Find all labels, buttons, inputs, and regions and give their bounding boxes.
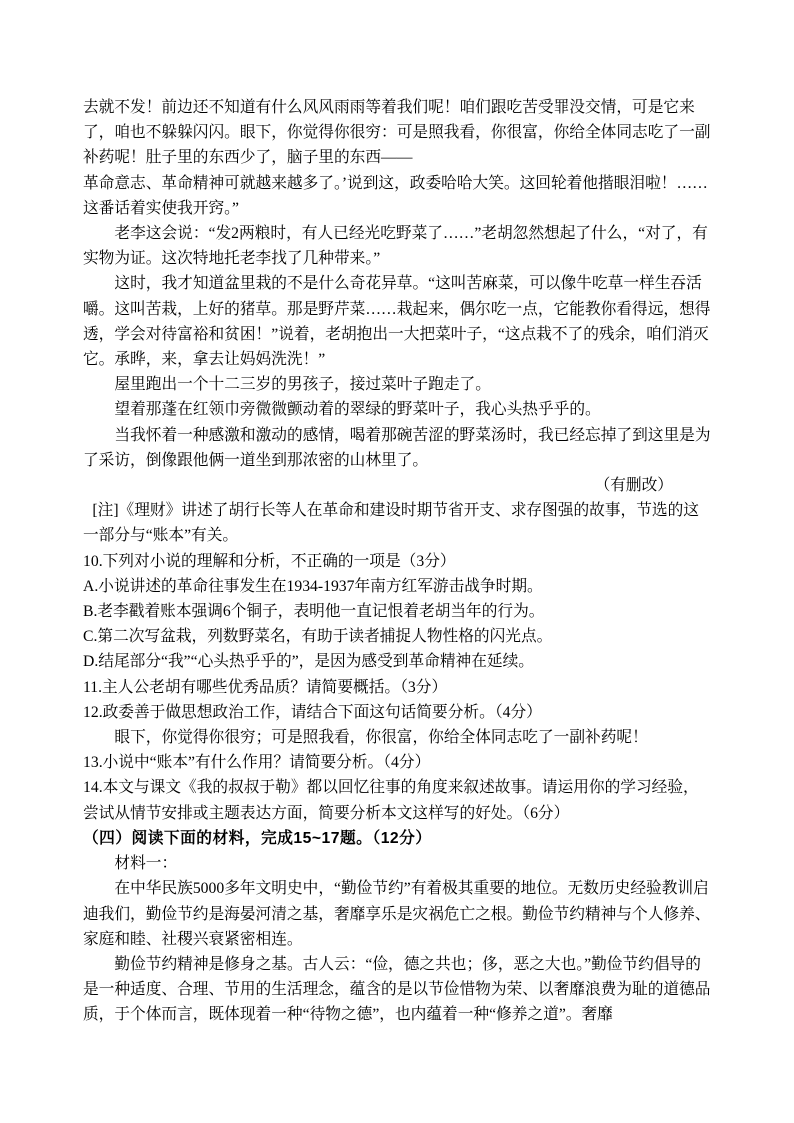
story-paragraph: 当我怀着一种感激和激动的感情，喝着那碗苦涩的野菜汤时，我已经忘掉了到这里是为了采访，倒像跟他俩一道坐到那浓密的山林里了。 — [83, 426, 711, 469]
question-12-stem: 12.政委善于做思想政治工作，请结合下面这句话简要分析。（4分） — [83, 703, 542, 721]
section-4-heading: （四）阅读下面的材料，完成15~17题。（12分） — [83, 829, 432, 847]
question-11: 11.主人公老胡有哪些优秀品质？请简要概括。（3分） — [83, 678, 448, 696]
story-paragraph: 望着那蓬在红领巾旁微微颤动着的翠绿的野菜叶子，我心头热乎乎的。 — [114, 401, 601, 419]
source-note: [注]《理财》讲述了胡行长等人在革命和建设时期节省开支、求存图强的故事，节选的这一部分与“账本”有关。 — [83, 502, 699, 545]
question-10-option-a: A.小说讲述的革命往事发生在1934-1937年南方红军游击战争时期。 — [83, 577, 543, 595]
question-14: 14.本文与课文《我的叔叔于勒》都以回忆往事的角度来叙述故事。请运用你的学习经验，尝试从情节安排或主题表达方面，简要分析本文这样写的好处。（6分） — [83, 779, 699, 822]
story-paragraph: 老李这会说：“发2两粮时，有人已经光吃野菜了……”老胡忽然想起了什么，“对了，有实物为证。这次特地托老李找了几种带来。” — [83, 225, 708, 268]
question-10-option-b: B.老李戳着账本强调6个铜子，表明他一直记恨着老胡当年的行为。 — [83, 603, 545, 621]
material-1-paragraph: 在中华民族5000多年文明史中，“勤俭节约”有着极其重要的地位。无数历史经验教训启迪我们，勤俭节约是海晏河清之基，奢靡享乐是灾祸危亡之根。勤俭节约精神与个人修养、家庭和睦、社稷兴衰紧密相连。 — [83, 880, 711, 948]
question-10-option-c: C.第二次写盆栽，列数野菜名，有助于读者捕捉人物性格的闪光点。 — [83, 628, 553, 646]
material-1-paragraph: 勤俭节约精神是修身之基。古人云：“俭，德之共也；侈，恶之大也。”勤俭节约倡导的是一种适度、合理、节用的生活理念，蕴含的是以节俭惜物为荣、以奢靡浪费为耻的道德品质，于个体而言，既体现着一种“待物之德”，也内蕴着一种“修养之道”。奢靡 — [83, 955, 711, 1024]
question-12-quote: 眼下，你觉得你很穷；可是照我看，你很富，你给全体同志吃了一副补药呢！ — [114, 729, 648, 747]
page-content — [83, 95, 711, 1028]
story-paragraph: 这时，我才知道盆里栽的不是什么奇花异草。“这叫苦麻菜，可以像牛吃草一样生吞活嚼。这叫苦栽，上好的猪草。那是野芹菜……栽起来，偶尔吃一点，它能教你看得远，想得透，学会对待富裕和贫困！”说着，老胡抱出一大把菜叶子，“这点栽不了的残余，咱们消灭它。承晔，来，拿去让妈妈洗洗！” — [83, 275, 711, 369]
story-paragraph: 屋里跑出一个十二三岁的男孩子，接过菜叶子跑走了。 — [114, 376, 491, 394]
material-1-label: 材料一： — [114, 855, 178, 873]
question-10-stem: 10.下列对小说的理解和分析，不正确的一项是（3分） — [83, 552, 456, 570]
question-10-option-d: D.结尾部分“我”“心头热乎乎的”，是因为感受到革命精神在延续。 — [83, 653, 534, 671]
question-13: 13.小说中“账本”有什么作用？请简要分析。（4分） — [83, 754, 431, 772]
story-paragraph-continuation: 去就不发！前边还不知道有什么风风雨雨等着我们呢！咱们跟吃苦受罪没交情，可是它来了，咱也不躲躲闪闪。眼下，你觉得你很穷：可是照我看，你很富，你给全体同志吃了一副补药呢！肚子里的东西少了，脑子里的东西—— — [83, 99, 711, 167]
attribution-note: （有删改） — [594, 477, 673, 495]
story-paragraph: 革命意志、革命精神可就越来越多了。’说到这，政委哈哈大笑。这回轮着他揩眼泪啦！……这番话着实使我开窍。” — [83, 174, 708, 217]
